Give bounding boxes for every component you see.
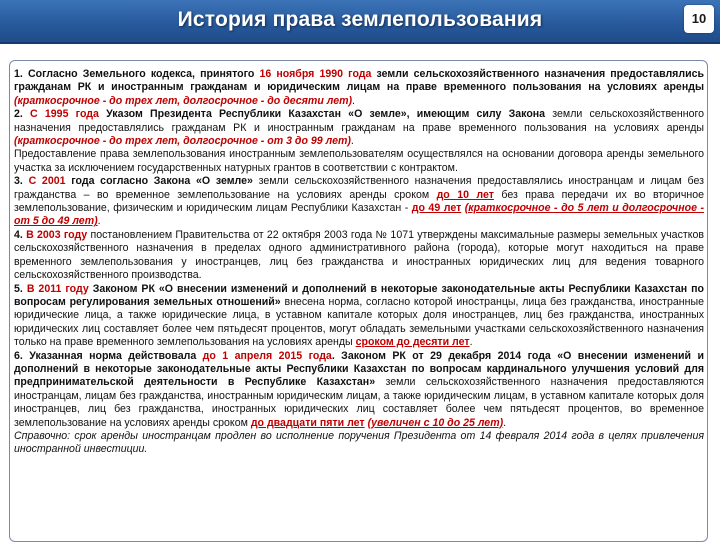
- paragraph-item-6: 6. Указанная норма действовала до 1 апреля 2015 года. Законом РК от 29 декабря 2014 года «О внесении изменений и дополнений в некоторые законодательные акты Республики Казахстан по вопросам кардинального улучшения условий для предпринимательской деятельности в Республике Казахстан» земли сельскохозяйственного назначения предоставляются иностранцам, лицам без гражданства, иностранным юридическим лицам, а также юридическим лицам, в уставном капитале которых доля иностранцев, лиц без гражданства, иностранных юридических лиц составляет более чем пятьдесят процентов, во временное землепользование на условиях аренды сроком до двадцати пяти лет (увеличен с 10 до 25 лет).: [14, 349, 704, 429]
- page-number-badge: 10: [684, 5, 714, 33]
- paragraph-item-2: 2. С 1995 года Указом Президента Республики Казахстан «О земле», имеющим силу Закона земли сельскохозяйственного назначения предоставлялись гражданам РК и иностранным гражданам на праве временного пользования на условиях аренды (краткосрочное - до трех лет, долгосрочное - от 3 до 99 лет).: [14, 108, 704, 148]
- paragraph-item-2-detail: Предоставление права землепользования иностранным землепользователям осуществлялся на основании договора аренды земельного участка за исключением государственных натурных грантов в соответствии с контрактом.: [14, 148, 704, 174]
- paragraph-item-1: 1. Согласно Земельного кодекса, принятого 16 ноября 1990 года земли сельскохозяйственного назначения предоставлялись гражданам РК и иностранным гражданам и юридическим лицам на праве временного пользования на условиях аренды (краткосрочное - до трех лет, долгосрочное - до десяти лет).: [14, 68, 705, 107]
- reference-note: Справочно: срок аренды иностранцам продлен во исполнение поручения Президента от 14 февраля 2014 года в целях привлечения иностранной инвестиции.: [14, 429, 704, 456]
- page-title: История права землепользования: [177, 8, 543, 31]
- header-bar: [0, 0, 720, 44]
- paragraph-item-3: 3. С 2001 года согласно Закона «О земле» земли сельскохозяйственного назначения предоставлялись иностранцам и лицам без гражданства – во временное землепользование на условиях аренды сроком до 10 лет без права передачи их во вторичное землепользование, физическим и юридическим лицам Республики Казахстан - до 49 лет (краткосрочное - до 5 лет и долгосрочное - от 5 до 49 лет).: [14, 175, 705, 228]
- paragraph-item-5: 5. В 2011 году Законом РК «О внесении изменений и дополнений в некоторые законодательные акты Республики Казахстан по вопросам регулирования земельных отношений» внесена норма, согласно которой иностранцы, лица без гражданства, иностранные юридические лица, а также юридические лица, в уставном капитале которых доля иностранцев, лиц без гражданства, иностранных юридических лиц составляет более чем пятьдесят процентов, могут обладать земельными участками сельскохозяйственного назначения только на праве временного землепользования на условиях аренды сроком до десяти лет.: [14, 282, 705, 349]
- paragraph-item-4: 4. В 2003 году постановлением Правительства от 22 октября 2003 года № 1071 утверждены максимальные размеры земельных участков сельскохозяйственного назначения в пределах одного административного района (города), которые могут находиться на праве временного землепользования у иностранцев, лиц без гражданства и иностранных юридических лиц для ведения товарного сельскохозяйственного производства.: [14, 228, 704, 282]
- content-body: [14, 68, 704, 457]
